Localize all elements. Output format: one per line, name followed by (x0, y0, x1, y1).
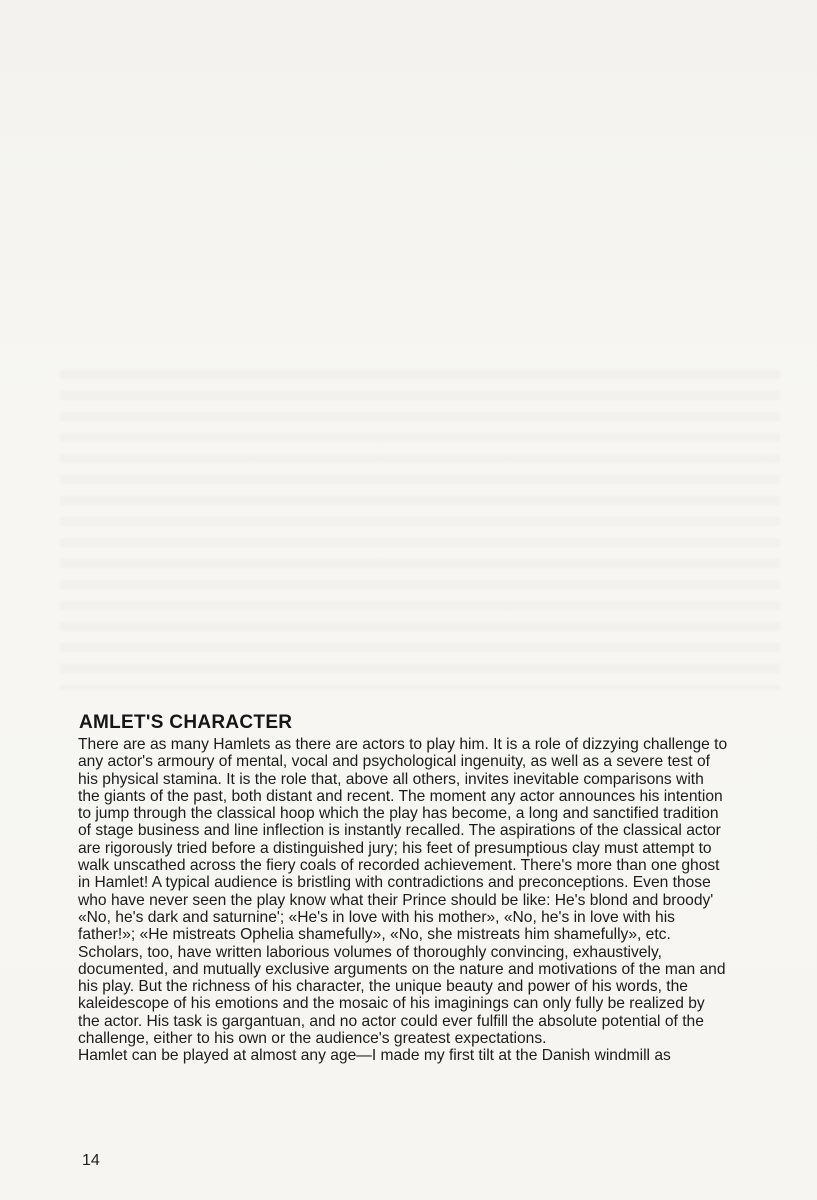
paragraph: There are as many Hamlets as there are actors to play him. It is a role of dizzying challenge to any actor's armoury of mental, vocal and psychological ingenuity, as well as a severe test of his physical stamina. It is the role that, above all others, invites inevitable comparisons with the giants of the past, both distant and recent. The moment any actor announces his intention to jump through the classical hoop which the play has become, a long and sanctified tradition of stage business and line inflection is instantly recalled. The aspirations of the classical actor are rigorously tried before a distinguished jury; his feet of presumptious clay must attempt to walk unscathed across the fiery coals of recorded achievement. There's more than one ghost in Hamlet! A typical audience is bristling with contradictions and preconceptions. Even those who have never seen the play know what their Prince should be like: He's blond and broody' «No, he's dark and saturnine'; «He's in love with his mother», «No, he's in love with his father!»; «He mistreats Ophelia shamefully», «No, she mistreats him shamefully», etc. Scholars, too, have written laborious volumes of thoroughly convincing, exhaustively, documented, and mutually exclusive arguments on the nature and motivations of the man and his play. But the richness of his character, the unique beauty and power of his words, the kaleidescope of his emotions and the mosaic of his imaginings can only fully be realized by the actor. His task is gargantuan, and no actor could ever fulfill the absolute potential of the challenge, either to his own or the audience's greatest expectations. (78, 736, 728, 1048)
page-number: 14 (82, 1152, 100, 1169)
paragraph: Hamlet can be played at almost any age—I made my first tilt at the Danish windmill as (78, 1047, 671, 1065)
show-through-text (60, 370, 780, 690)
section-heading: AMLET'S CHARACTER (79, 712, 293, 733)
body-text (78, 736, 728, 1065)
